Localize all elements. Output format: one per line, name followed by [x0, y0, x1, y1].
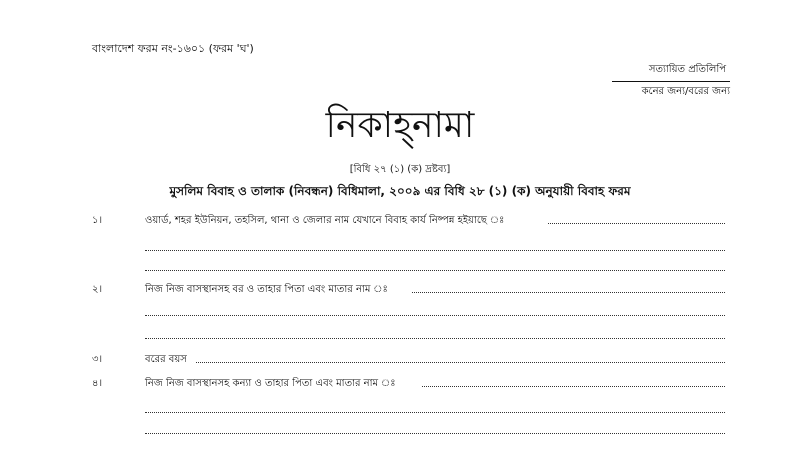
fill-in-line[interactable]	[145, 338, 725, 339]
fill-in-line[interactable]	[145, 412, 725, 413]
item-label: ওয়ার্ড, শহর ইউনিয়ন, তহসিল, থানা ও জেলার নাম যেখানে বিবাহ কার্য নিষ্পন্ন হইয়াছে ঃ	[145, 215, 505, 226]
fill-in-line[interactable]	[196, 362, 725, 363]
fill-in-line[interactable]	[145, 270, 725, 271]
item-number: ৩।	[92, 354, 103, 365]
rule-reference: [বিধি ২৭ (১) (ক) দ্রষ্টব্য]	[349, 164, 451, 175]
item-label: নিজ নিজ বাসস্থানসহ বর ও তাহার পিতা এবং মাতার নাম ঃ	[145, 284, 388, 295]
item-label: নিজ নিজ বাসস্থানসহ কন্যা ও তাহার পিতা এবং মাতার নাম ঃ	[145, 378, 396, 389]
item-number: ১।	[92, 215, 103, 226]
certified-copy-box	[612, 62, 730, 101]
item-number: ৪।	[92, 378, 103, 389]
form-subtitle: মুসলিম বিবাহ ও তালাক (নিবন্ধন) বিধিমালা, ২০০৯ এর বিধি ২৮ (১) (ক) অনুযায়ী বিবাহ ফরম	[169, 184, 631, 198]
item-label: বরের বয়স	[145, 354, 187, 365]
fill-in-line[interactable]	[412, 292, 725, 293]
fill-in-line[interactable]	[422, 386, 725, 387]
item-number: ২।	[92, 284, 103, 295]
certified-copy-recipient: কনের জন্য/বরের জন্য	[641, 86, 730, 97]
fill-in-line[interactable]	[548, 223, 725, 224]
fill-in-line[interactable]	[145, 433, 725, 434]
fill-in-line[interactable]	[145, 250, 725, 251]
fill-in-line[interactable]	[145, 315, 725, 316]
form-code: বাংলাদেশ ফরম নং-১৬০১ (ফরম 'ঘ')	[92, 42, 254, 55]
document-title: নিকাহ্‌নামা	[325, 105, 475, 146]
certified-copy-title: সত্যায়িত প্রতিলিপি	[648, 64, 726, 75]
